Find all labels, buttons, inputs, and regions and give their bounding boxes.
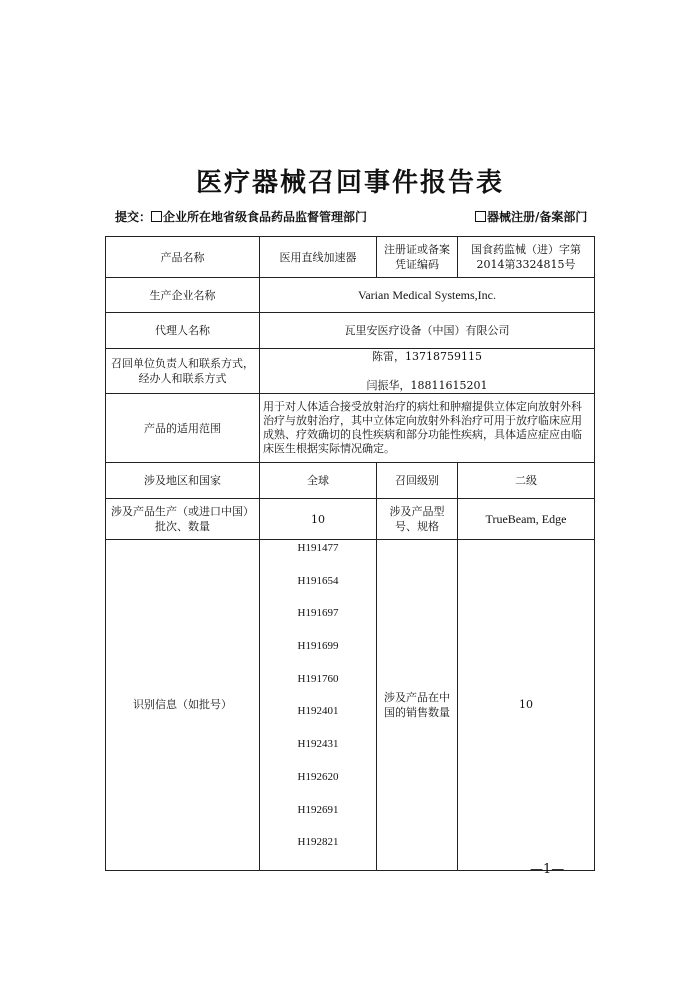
recall-report-table bbox=[105, 236, 595, 871]
contact-value bbox=[260, 349, 595, 394]
china-qty-value: 10 bbox=[458, 540, 595, 871]
submit-option-registration: 器械注册/备案部门 bbox=[487, 210, 588, 224]
submit-label: 提交： bbox=[115, 210, 152, 224]
model-label: 涉及产品型号、规格 bbox=[377, 499, 458, 540]
submit-line bbox=[115, 208, 367, 225]
manufacturer-value: Varian Medical Systems,Inc. bbox=[260, 278, 595, 313]
agent-label: 代理人名称 bbox=[106, 313, 260, 349]
batch-item: H192691 bbox=[297, 803, 339, 816]
batch-item: H192620 bbox=[297, 770, 339, 783]
scope-value: 用于对人体适合接受放射治疗的病灶和肿瘤提供立体定向放射外科治疗与放射治疗，其中立体定向放射外科治疗可用于放疗临床应用成熟、疗效确切的良性疾病和部分功能性疾病，具体适应症应由临床医生根据实际情况确定。 bbox=[260, 394, 595, 463]
contact-person-2: 闫振华，18811615201 bbox=[366, 378, 488, 392]
batch-item: H191697 bbox=[297, 607, 339, 620]
batch-item: H191699 bbox=[297, 640, 339, 653]
ident-label: 识别信息（如批号） bbox=[106, 540, 260, 871]
region-value: 全球 bbox=[260, 463, 377, 499]
contact-label: 召回单位负责人和联系方式，经办人和联系方式 bbox=[106, 349, 260, 394]
batch-item: H191477 bbox=[297, 542, 339, 554]
level-label: 召回级别 bbox=[377, 463, 458, 499]
contact-person-1: 陈雷，13718759115 bbox=[372, 349, 482, 363]
table-row bbox=[106, 237, 595, 278]
model-value: TrueBeam, Edge bbox=[458, 499, 595, 540]
batch-count-label: 涉及产品生产（或进口中国）批次、数量 bbox=[106, 499, 260, 540]
page-title: 医疗器械召回事件报告表 bbox=[195, 168, 504, 198]
table-row bbox=[106, 313, 595, 349]
submit-option-provincial: 企业所在地省级食品药品监督管理部门 bbox=[163, 210, 368, 224]
level-value: 二级 bbox=[458, 463, 595, 499]
page-number: —1— bbox=[530, 862, 565, 877]
china-qty-label: 涉及产品在中国的销售数量 bbox=[377, 540, 458, 871]
table-row bbox=[106, 278, 595, 313]
agent-value: 瓦里安医疗设备（中国）有限公司 bbox=[260, 313, 595, 349]
batch-item: H192401 bbox=[297, 705, 339, 718]
batch-item: H191654 bbox=[297, 574, 339, 587]
region-label: 涉及地区和国家 bbox=[106, 463, 260, 499]
reg-cert-value: 国食药监械（进）字第2014第3324815号 bbox=[458, 237, 595, 278]
batch-count-value: 10 bbox=[260, 499, 377, 540]
table-row bbox=[106, 463, 595, 499]
product-name-value: 医用直线加速器 bbox=[260, 237, 377, 278]
table-row bbox=[106, 540, 595, 871]
reg-cert-label: 注册证或备案凭证编码 bbox=[377, 237, 458, 278]
submit-option-registration-line bbox=[475, 208, 587, 225]
table-row bbox=[106, 499, 595, 540]
checkbox-registration[interactable] bbox=[475, 211, 486, 222]
scope-label: 产品的适用范围 bbox=[106, 394, 260, 463]
batch-item: H192431 bbox=[297, 738, 339, 751]
checkbox-provincial[interactable] bbox=[151, 211, 162, 222]
product-name-label: 产品名称 bbox=[106, 237, 260, 278]
table-row bbox=[106, 349, 595, 394]
manufacturer-label: 生产企业名称 bbox=[106, 278, 260, 313]
batch-list bbox=[260, 540, 377, 871]
table-row bbox=[106, 394, 595, 463]
batch-item: H191760 bbox=[297, 672, 339, 685]
batch-item: H192821 bbox=[297, 836, 339, 849]
